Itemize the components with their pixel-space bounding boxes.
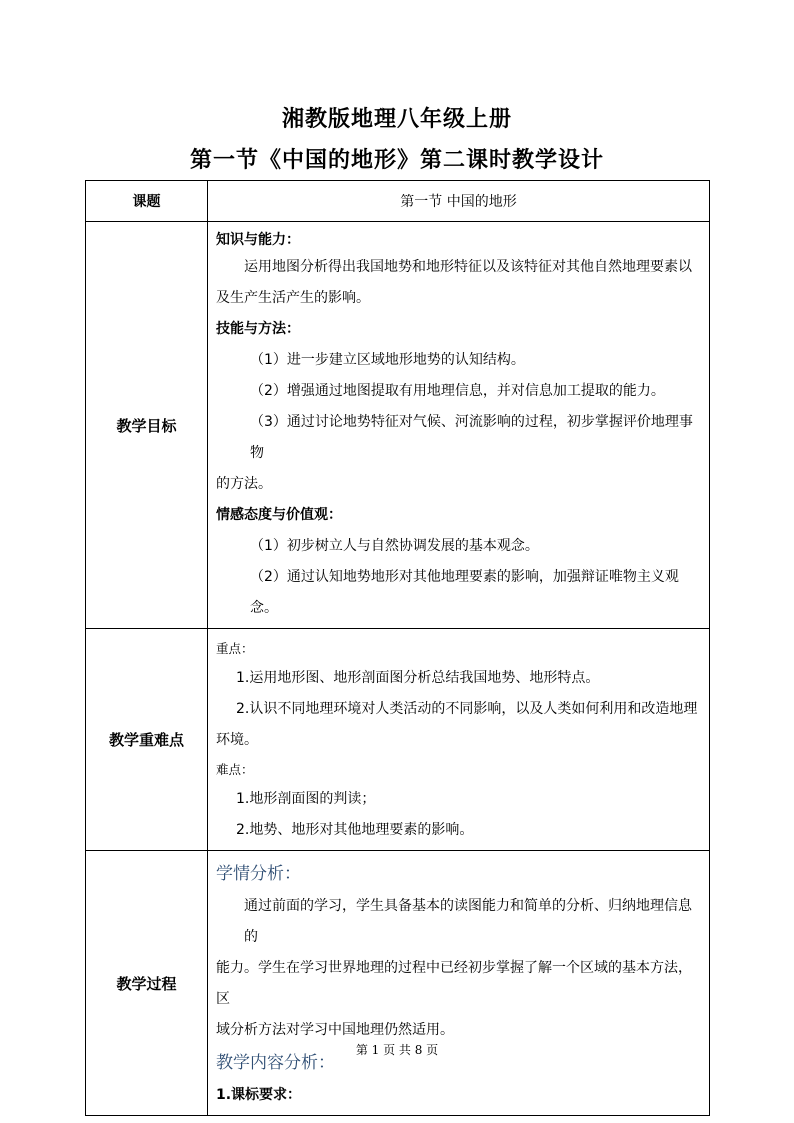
skill-item-3: （3）通过讨论地势特征对气候、河流影响的过程，初步掌握评价地理事物: [250, 414, 693, 461]
knowledge-text-line-1: 运用地图分析得出我国地势和地形特征以及该特征对其他自然地理要素以: [244, 259, 692, 275]
key-item-2-cont: 环境。: [216, 732, 258, 748]
difficult-item-2: 2.地势、地形对其他地理要素的影响。: [236, 822, 474, 838]
key-heading: 重点：: [216, 641, 254, 656]
learner-text-line-1: 通过前面的学习，学生具备基本的读图能力和简单的分析、归纳地理信息的: [244, 898, 692, 945]
key-points-content: [208, 629, 710, 851]
table-row-objectives: [86, 222, 710, 629]
skill-item-2: （2）增强通过地图提取有用地理信息，并对信息加工提取的能力。: [250, 383, 665, 399]
key-item-1: 1.运用地形图、地形剖面图分析总结我国地势、地形特点。: [236, 670, 600, 686]
process-content: [208, 851, 710, 1116]
process-label: 教学过程: [86, 851, 208, 1116]
attitude-item-2: （2）通过认知地势地形对其他地理要素的影响，加强辩证唯物主义观念。: [250, 569, 679, 616]
learner-text-line-2: 能力。学生在学习世界地理的过程中已经初步掌握了解一个区域的基本方法，区: [216, 960, 692, 1007]
attitude-item-1: （1）初步树立人与自然协调发展的基本观念。: [250, 538, 539, 554]
objectives-content: [208, 222, 710, 629]
skills-heading: 技能与方法：: [216, 321, 300, 337]
objectives-label: 教学目标: [86, 222, 208, 629]
difficult-heading: 难点：: [216, 762, 254, 777]
lesson-plan-table: [85, 180, 710, 1116]
page-indicator: 第 1 页 共 8 页: [355, 1043, 439, 1057]
knowledge-heading: 知识与能力：: [216, 232, 300, 248]
skill-item-3-cont: 的方法。: [216, 476, 272, 492]
difficult-item-1: 1.地形剖面图的判读；: [236, 791, 376, 807]
key-points-label: 教学重难点: [86, 629, 208, 851]
learner-analysis-heading: 学情分析：: [216, 864, 301, 884]
topic-label: 课题: [86, 181, 208, 222]
table-row-key-points: [86, 629, 710, 851]
curriculum-standard-heading: 1.课标要求：: [216, 1087, 302, 1103]
skill-item-1: （1）进一步建立区域地形地势的认知结构。: [250, 352, 525, 368]
document-subtitle: 第一节《中国的地形》第二课时教学设计: [189, 147, 604, 173]
content-analysis-heading: 教学内容分析：: [216, 1053, 335, 1073]
document-title: 湘教版地理八年级上册: [281, 106, 512, 132]
table-row-process: [86, 851, 710, 1116]
knowledge-text-line-2: 及生产生活产生的影响。: [216, 290, 370, 306]
topic-value: 第一节 中国的地形: [208, 181, 710, 222]
table-row-topic: [86, 181, 710, 222]
attitude-heading: 情感态度与价值观：: [216, 507, 342, 523]
key-item-2: 2.认识不同地理环境对人类活动的不同影响，以及人类如何利用和改造地理: [236, 701, 698, 717]
learner-text-line-3: 域分析方法对学习中国地理仍然适用。: [216, 1022, 454, 1038]
